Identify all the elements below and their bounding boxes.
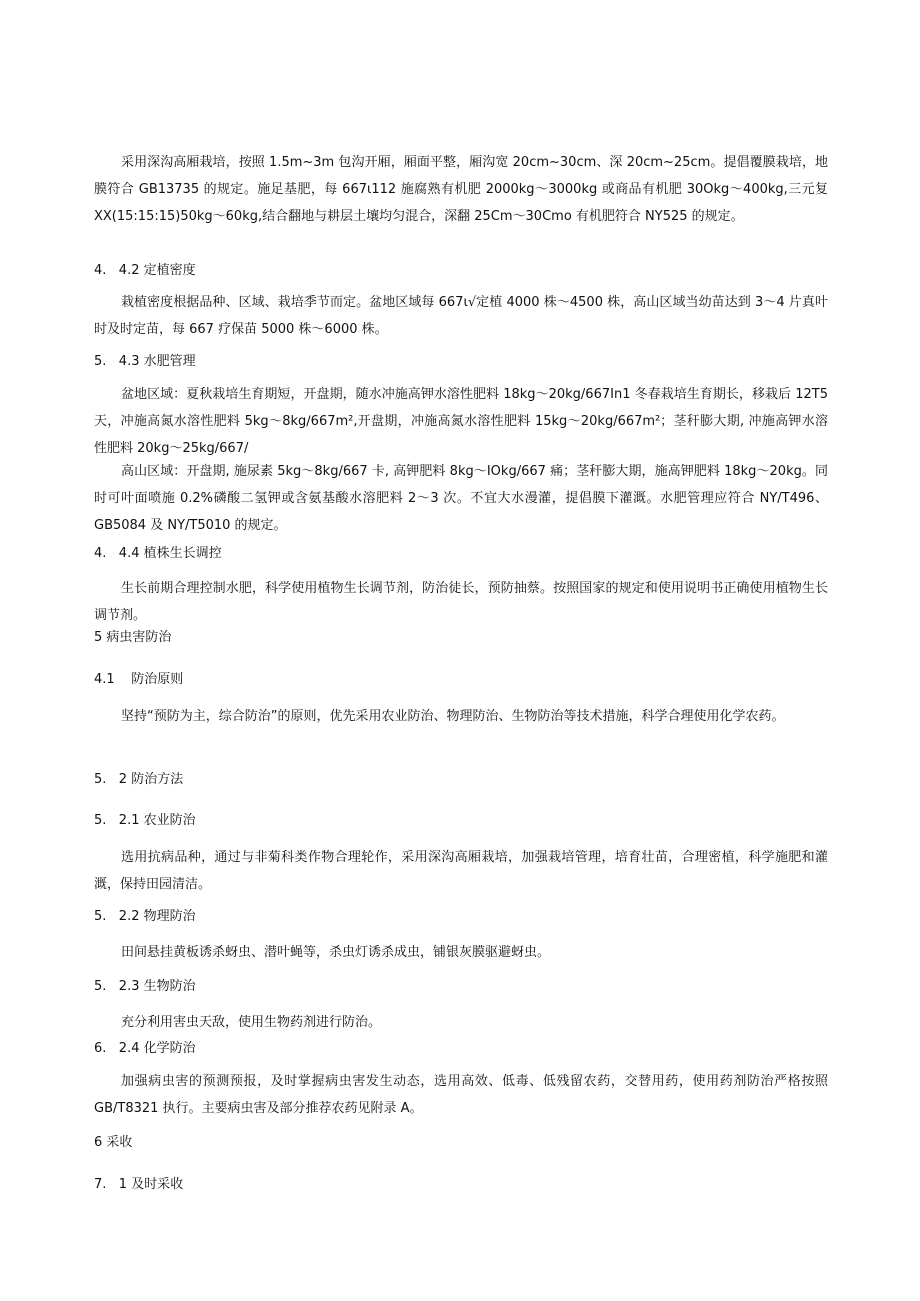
- heading-text: 6. 2.4 化学防治: [94, 1041, 196, 1056]
- paragraph-text: 加强病虫害的预测预报，及时掌握病虫害发生动态，选用高效、低毒、低残留农药，交替用药，使用药剂防治严格按照 GB/T8321 执行。主要病虫害及部分推荐农药见附录 A。: [94, 1074, 828, 1116]
- section-heading-growth-control: [0, 544, 920, 564]
- section-heading-physical-control: [0, 907, 920, 927]
- paragraph-text: 盆地区域：夏秋栽培生育期短，开盘期，随水冲施高钾水溶性肥料 18kg～20kg/667In1 冬春栽培生育期长，移栽后 12T5 天，冲施高氮水溶性肥料 5kg～8kg∕667m²,开盘期，冲施高氮水溶性肥料 15kg～20kg/667m²；茎秆膨大期, 冲施高钾水溶性肥料 20kg～25kg/667/: [94, 387, 828, 456]
- paragraph-control-principle: [0, 703, 920, 730]
- paragraph-growth-control: [0, 575, 920, 629]
- paragraph-text: 高山区域：开盘期, 施尿素 5kg～8kg/667 卡, 高钾肥料 8kg～IOkg/667 痛；茎秆膨大期，施高钾肥料 18kg～20kg。同时可叶面喷施 0.2%磷酸二氢钾或含氨基酸水溶肥料 2～3 次。不宜大水漫灌，提倡膜下灌溉。水肥管理应符合 NY/T496、GB5084 及 NY/T5010 的规定。: [94, 464, 828, 533]
- paragraph-biological-control: [0, 1009, 920, 1036]
- heading-text: 4. 4.4 植株生长调控: [94, 546, 222, 561]
- section-heading-water-fertilizer: [0, 352, 920, 372]
- paragraph-text: 栽植密度根据品种、区域、栽培季节而定。盆地区域每 667ι√定植 4000 株～4500 株，高山区域当幼苗达到 3～4 片真叶时及时定苗，每 667 疗保苗 5000 株～6000 株。: [94, 295, 828, 337]
- paragraph-planting-density: [0, 289, 920, 343]
- paragraph-bed-preparation: [0, 149, 920, 230]
- section-heading-pest-control: [0, 628, 920, 648]
- paragraph-agricultural-control: [0, 844, 920, 898]
- section-heading-planting-density: [0, 261, 920, 281]
- heading-text: 5. 4.3 水肥管理: [94, 354, 196, 369]
- heading-text: 7. 1 及时采收: [94, 1177, 184, 1192]
- heading-text: 5. 2.1 农业防治: [94, 813, 196, 828]
- section-heading-harvest: [0, 1133, 920, 1153]
- paragraph-highland-region: [0, 458, 920, 539]
- paragraph-text: 采用深沟高厢栽培，按照 1.5m~3m 包沟开厢，厢面平整，厢沟宽 20cm~30cm、深 20cm~25cm。提倡覆膜栽培，地膜符合 GB13735 的规定。施足基肥，每 667ι112 施腐熟有机肥 2000kg～3000kg 或商品有机肥 30Okg～400kg,三元复 XX(15:15:15)50kg～60kg,结合翻地与耕层土壤均匀混合，深翻 25Cm～30Cmo 有机肥符合 NY525 的规定。: [94, 155, 828, 224]
- section-heading-control-principle: [0, 670, 920, 690]
- heading-text: 4. 4.2 定植密度: [94, 263, 196, 278]
- paragraph-text: 坚持“预防为主，综合防治”的原则，优先采用农业防治、物理防治、生物防治等技术措施，科学合理使用化学农药。: [121, 709, 785, 724]
- paragraph-text: 田间悬挂黄板诱杀蚜虫、潜叶蝇等，杀虫灯诱杀成虫，铺银灰膜驱避蚜虫。: [121, 945, 551, 960]
- section-heading-timely-harvest: [0, 1175, 920, 1195]
- paragraph-chemical-control: [0, 1068, 920, 1122]
- paragraph-text: 充分利用害虫天敌，使用生物药剂进行防治。: [121, 1015, 382, 1030]
- heading-text: 5. 2 防治方法: [94, 772, 184, 787]
- paragraph-physical-control: [0, 939, 920, 966]
- heading-text: 4.1 防治原则: [94, 672, 184, 687]
- heading-text: 6 采收: [94, 1135, 133, 1150]
- heading-text: 5 病虫害防治: [94, 630, 172, 645]
- paragraph-text: 选用抗病品种，通过与非菊科类作物合理轮作，采用深沟高厢栽培，加强栽培管理，培育壮苗，合理密植，科学施肥和灌溉，保持田园清洁。: [94, 850, 828, 892]
- heading-text: 5. 2.2 物理防治: [94, 909, 196, 924]
- paragraph-basin-region: [0, 381, 920, 462]
- paragraph-text: 生长前期合理控制水肥，科学使用植物生长调节剂，防治徒长，预防抽蔡。按照国家的规定和使用说明书正确使用植物生长调节剂。: [94, 581, 828, 623]
- section-heading-control-methods: [0, 770, 920, 790]
- section-heading-biological-control: [0, 977, 920, 997]
- section-heading-agricultural-control: [0, 811, 920, 831]
- heading-text: 5. 2.3 生物防治: [94, 979, 196, 994]
- section-heading-chemical-control: [0, 1039, 920, 1059]
